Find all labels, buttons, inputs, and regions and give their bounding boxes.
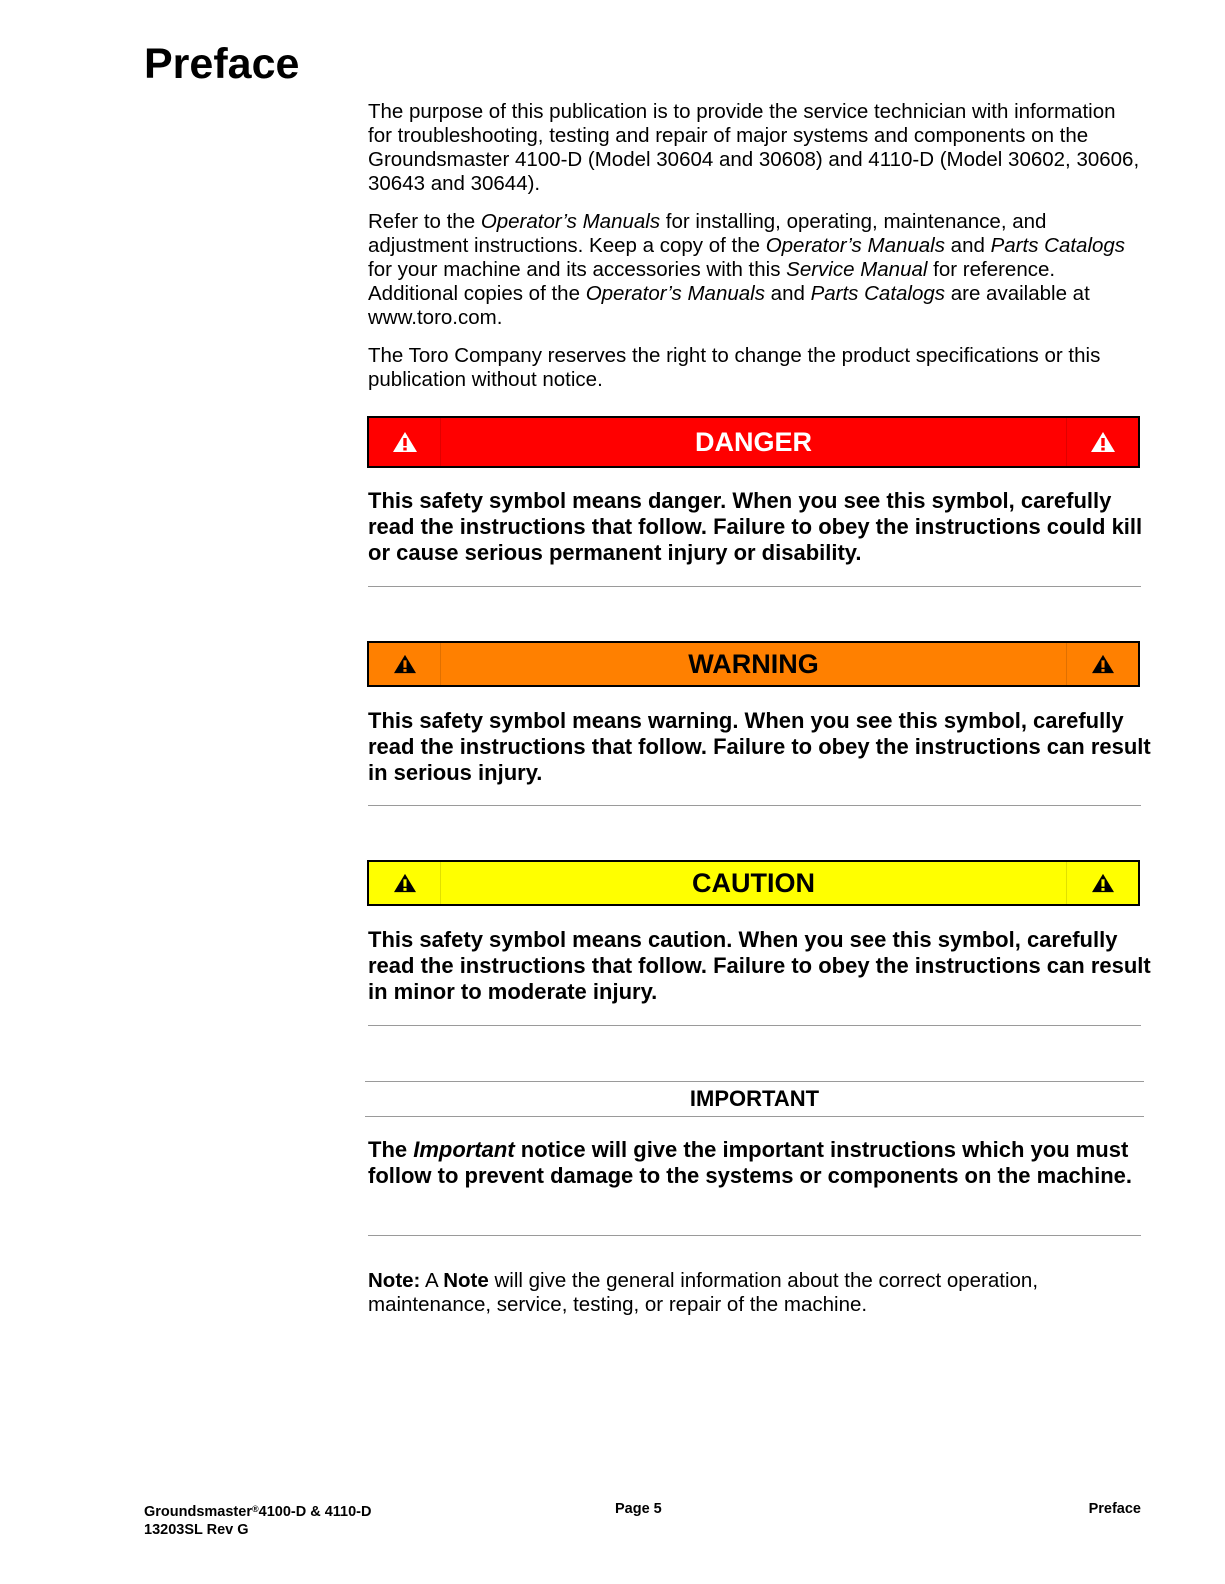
warning-hazard-icon-left — [369, 643, 441, 685]
page-title: Preface — [144, 40, 300, 88]
danger-hazard-icon-left — [369, 418, 441, 466]
caution-hazard-icon-left — [369, 862, 441, 904]
important-text: The Important notice will give the important instructions which you must follow to prevent damage to the systems or components on the machine. — [368, 1137, 1133, 1188]
warning-signal-bar — [367, 641, 1140, 687]
divider — [368, 805, 1141, 806]
danger-hazard-icon-right — [1066, 418, 1138, 466]
footer-product: Groundsmaster®4100-D & 4110-D 13203SL Rev G — [144, 1504, 372, 1538]
footer-doc-number: 13203SL Rev G — [144, 1522, 249, 1538]
warning-label: WARNING — [688, 648, 819, 679]
caution-signal-bar — [367, 860, 1140, 906]
intro-paragraph-3: The Toro Company reserves the right to change the product specifications or this publication without notice. — [368, 344, 1101, 391]
intro-section — [368, 100, 1142, 406]
divider — [368, 586, 1141, 587]
safety-alert-triangle-icon — [393, 653, 417, 675]
caution-label: CAUTION — [692, 867, 815, 898]
note-paragraph: Note: A Note will give the general information about the correct operation, maintenance, service, testing, or repair of the machine. — [368, 1269, 1039, 1316]
safety-alert-triangle-icon — [1091, 653, 1115, 675]
caution-hazard-icon-right — [1066, 862, 1138, 904]
safety-alert-triangle-icon — [393, 872, 417, 894]
footer-page-number: Page 5 — [615, 1501, 662, 1517]
warning-hazard-icon-right — [1066, 643, 1138, 685]
danger-label: DANGER — [694, 426, 812, 457]
safety-alert-triangle-icon — [1091, 872, 1115, 894]
safety-alert-triangle-icon — [392, 430, 418, 454]
divider — [368, 1025, 1141, 1026]
note-label: Note: — [368, 1269, 421, 1292]
caution-text: This safety symbol means caution. When you see this symbol, carefully read the instructions that follow. Failure to obey the instructions can result in minor to moderate injury. — [368, 927, 1151, 1004]
warning-text: This safety symbol means warning. When you see this symbol, carefully read the instructions that follow. Failure to obey the instructions can result in serious injury. — [368, 708, 1151, 785]
divider — [368, 1235, 1141, 1236]
intro-paragraph-1: The purpose of this publication is to provide the service technician with information for troubleshooting, testing and repair of major systems and components on the Groundsmaster 4100-D (Model 30604 and 30608) and 4110-D (Model 30602, 30606, 30643 and 30644). — [368, 100, 1140, 195]
danger-signal-bar — [367, 416, 1140, 468]
safety-alert-triangle-icon — [1090, 430, 1116, 454]
footer-section: Preface — [1088, 1501, 1141, 1517]
important-heading: IMPORTANT — [365, 1081, 1144, 1117]
intro-paragraph-2: Refer to the Operator’s Manuals for installing, operating, maintenance, and adjustment instructions. Keep a copy of the Operator’s Manuals and Parts Catalogs for your machine and its accessories with this Service Manual for reference. Additional copies of the Operator’s Manuals and Parts Catalogs are available at www.toro.com. — [368, 210, 1126, 329]
danger-text: This safety symbol means danger. When you see this symbol, carefully read the instructions that follow. Failure to obey the instructions could kill or cause serious permanent injury or disability. — [368, 488, 1143, 565]
